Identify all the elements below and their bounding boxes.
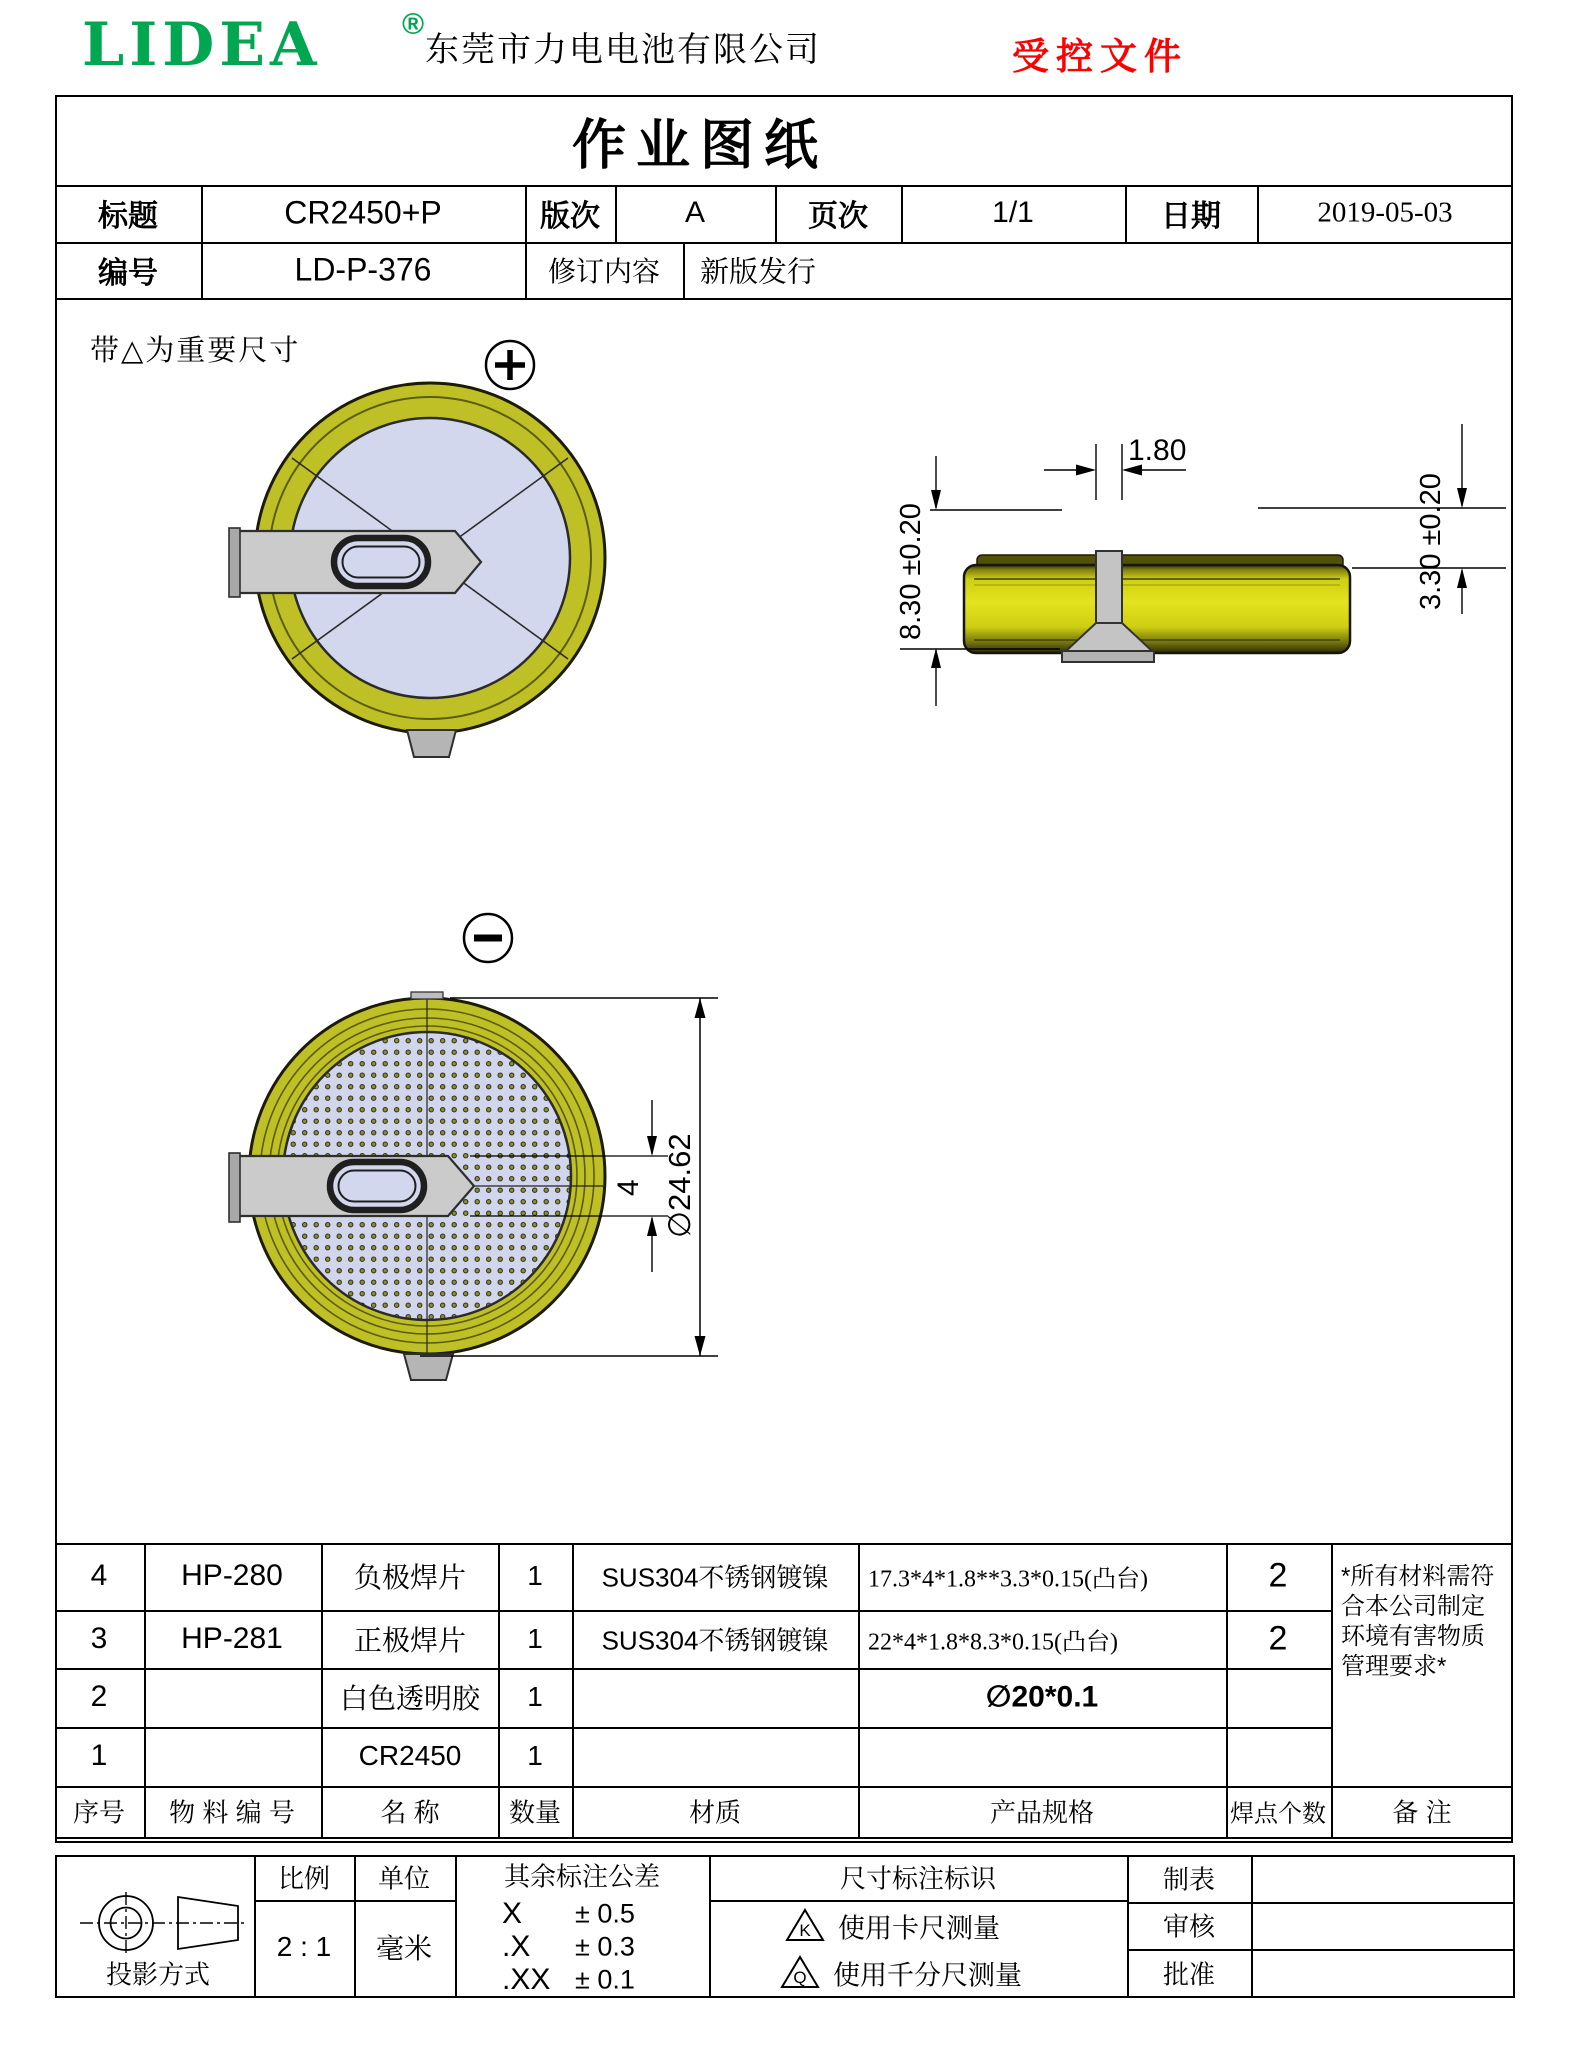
tab-slot <box>330 1162 424 1210</box>
tolerance-symbol: X <box>502 1897 523 1930</box>
dimension-tab-thickness <box>1044 434 1186 500</box>
grid-line <box>55 1855 1515 1857</box>
field-title-label: 标题 <box>98 200 158 233</box>
top-tab-edge <box>411 992 443 999</box>
projection-label: 投影方式 <box>105 1959 211 1990</box>
bom-remark-note: *所有材料需符合本公司制定环境有害物质管理要求* <box>1341 1563 1495 1680</box>
caliper-measure-text: 使用卡尺测量 <box>838 1913 1000 1944</box>
bom-qty: 1 <box>527 1681 543 1712</box>
grid-line <box>901 185 903 242</box>
sheet-title: 作业图纸 <box>572 115 828 176</box>
bom-welds: 2 <box>1268 1556 1288 1595</box>
grid-line <box>1127 1949 1513 1951</box>
tolerance-value: ± 0.1 <box>575 1964 635 1995</box>
bom-header-name: 名 称 <box>380 1797 440 1828</box>
tab-fold-edge <box>229 1153 240 1222</box>
grid-line <box>1513 1855 1515 1998</box>
grid-line <box>201 242 203 298</box>
tab-slot <box>334 538 428 586</box>
grid-line <box>55 1837 1513 1839</box>
grid-line <box>683 242 685 298</box>
field-page-value: 1/1 <box>992 196 1034 229</box>
grid-line <box>55 242 1513 244</box>
micrometer-triangle-icon <box>780 1955 820 1990</box>
svg-text:Q: Q <box>793 1968 807 1987</box>
positive-terminal-icon <box>486 341 534 389</box>
bom-name: CR2450 <box>358 1740 462 1771</box>
negative-terminal-icon <box>464 914 512 962</box>
bom-name: 负极焊片 <box>353 1562 467 1593</box>
grid-line <box>1251 1855 1253 1996</box>
negative-tab-stem <box>1096 551 1122 623</box>
field-no-label: 编号 <box>98 257 158 290</box>
battery-drawing <box>55 298 1513 1543</box>
tab-fold-edge <box>229 528 240 597</box>
scale-value: 2 : 1 <box>276 1931 332 1962</box>
grid-line <box>498 1543 500 1837</box>
bom-header-part-no: 物 料 编 号 <box>169 1797 295 1828</box>
bom-no: 3 <box>90 1622 108 1655</box>
frame-top-line <box>55 95 1513 97</box>
tolerance-symbol: .X <box>502 1930 531 1963</box>
bom-header-no: 序号 <box>72 1797 126 1828</box>
bom-part-no: HP-281 <box>181 1622 283 1655</box>
grid-line <box>254 1900 455 1902</box>
controlled-document-stamp: 受控文件 <box>1012 37 1188 78</box>
bom-no: 2 <box>90 1680 108 1713</box>
field-page-label: 页次 <box>808 200 868 233</box>
dim-diameter-text: ∅24.62 <box>662 1133 697 1238</box>
grid-line <box>55 1543 1513 1545</box>
tolerance-value: ± 0.5 <box>575 1898 635 1929</box>
negative-tab-foot <box>1062 651 1154 662</box>
grid-line <box>354 1855 356 1996</box>
field-rev-value: A <box>684 196 706 229</box>
grid-line <box>144 1543 146 1837</box>
grid-line <box>55 1610 1333 1612</box>
grid-line <box>1257 185 1259 242</box>
grid-line <box>55 1786 1513 1788</box>
dim-mark-title: 尺寸标注标识 <box>839 1863 997 1894</box>
bom-header-spec: 产品规格 <box>989 1797 1095 1828</box>
grid-line <box>55 1727 1333 1729</box>
unit-value: 毫米 <box>375 1933 433 1964</box>
grid-line <box>55 1996 1515 1998</box>
bottom-tab-edge <box>407 730 456 757</box>
grid-line <box>615 185 617 242</box>
company-name: 东莞市力电电池有限公司 <box>425 31 821 69</box>
grid-line <box>572 1543 574 1837</box>
bom-name: 白色透明胶 <box>339 1683 481 1714</box>
sign-label-tabulated: 制表 <box>1162 1864 1216 1895</box>
bom-header-remark: 备 注 <box>1392 1797 1452 1828</box>
micrometer-measure-text: 使用千分尺测量 <box>833 1960 1022 1991</box>
projection-symbol-icon <box>65 1888 265 1960</box>
bom-qty: 1 <box>527 1623 543 1654</box>
bottom-tab-edge <box>404 1354 453 1380</box>
top-view-positive <box>229 341 605 757</box>
bom-no: 4 <box>90 1559 108 1592</box>
dimension-tab-height <box>1352 424 1506 614</box>
tolerance-title: 其余标注公差 <box>503 1861 661 1892</box>
bom-no: 1 <box>90 1739 108 1772</box>
field-no-value: LD-P-376 <box>294 251 432 288</box>
bom-spec: ∅20*0.1 <box>985 1680 1099 1714</box>
field-date-label: 日期 <box>1161 200 1221 233</box>
field-rev-label: 版次 <box>540 200 600 233</box>
field-date-value: 2019-05-03 <box>1317 196 1453 229</box>
bom-spec: 22*4*1.8*8.3*0.15(凸台) <box>868 1629 1118 1656</box>
sign-label-approved: 批准 <box>1162 1959 1216 1990</box>
bom-header-welds: 焊点个数 <box>1230 1800 1326 1828</box>
grid-line <box>775 185 777 242</box>
bom-welds: 2 <box>1268 1619 1288 1658</box>
bom-material: SUS304不锈钢镀镍 <box>601 1562 829 1593</box>
bottom-view-negative <box>229 914 718 1380</box>
bom-qty: 1 <box>527 1560 543 1591</box>
grid-line <box>1127 1855 1129 1996</box>
important-dimension-note: 带△为重要尺寸 <box>90 335 301 367</box>
grid-line <box>201 185 203 242</box>
grid-line <box>1125 185 1127 242</box>
sign-label-reviewed: 审核 <box>1162 1911 1216 1942</box>
scale-label: 比例 <box>277 1863 331 1894</box>
grid-line <box>55 1668 1333 1670</box>
dim-tab-thickness-text: 1.80 <box>1128 434 1187 467</box>
bom-part-no: HP-280 <box>181 1559 283 1592</box>
field-title-value: CR2450+P <box>284 194 442 231</box>
field-revision-value: 新版发行 <box>700 256 817 289</box>
bom-material: SUS304不锈钢镀镍 <box>601 1625 829 1656</box>
svg-text:K: K <box>799 1921 811 1940</box>
tolerance-symbol: .XX <box>502 1963 551 1996</box>
frame-bottom-line <box>55 1841 1513 1843</box>
bom-spec: 17.3*4*1.8**3.3*0.15(凸台) <box>868 1566 1148 1593</box>
grid-line <box>709 1855 711 1996</box>
dim-tab-height-text: 3.30 ±0.20 <box>1415 473 1447 610</box>
tolerance-value: ± 0.3 <box>575 1931 635 1962</box>
dim-tab-width-text: 4 <box>612 1179 645 1196</box>
grid-line <box>1127 1902 1513 1904</box>
grid-line <box>858 1543 860 1837</box>
grid-line <box>321 1543 323 1837</box>
grid-line <box>1331 1543 1333 1837</box>
registered-trademark-icon: ® <box>402 8 425 41</box>
caliper-triangle-icon <box>785 1908 825 1943</box>
side-view <box>895 424 1506 706</box>
unit-label: 单位 <box>377 1863 431 1894</box>
grid-line <box>455 1855 457 1996</box>
bom-qty: 1 <box>527 1740 543 1771</box>
bom-name: 正极焊片 <box>353 1625 467 1656</box>
field-revision-label: 修订内容 <box>547 256 661 287</box>
bom-header-material: 材质 <box>688 1797 742 1828</box>
grid-line <box>55 1855 57 1998</box>
grid-line <box>709 1900 1127 1902</box>
company-logo: LIDEA <box>82 10 322 80</box>
dim-total-height-text: 8.30 ±0.20 <box>895 503 927 640</box>
grid-line <box>55 185 1513 187</box>
grid-line <box>1226 1543 1228 1837</box>
bom-header-qty: 数量 <box>508 1797 562 1828</box>
